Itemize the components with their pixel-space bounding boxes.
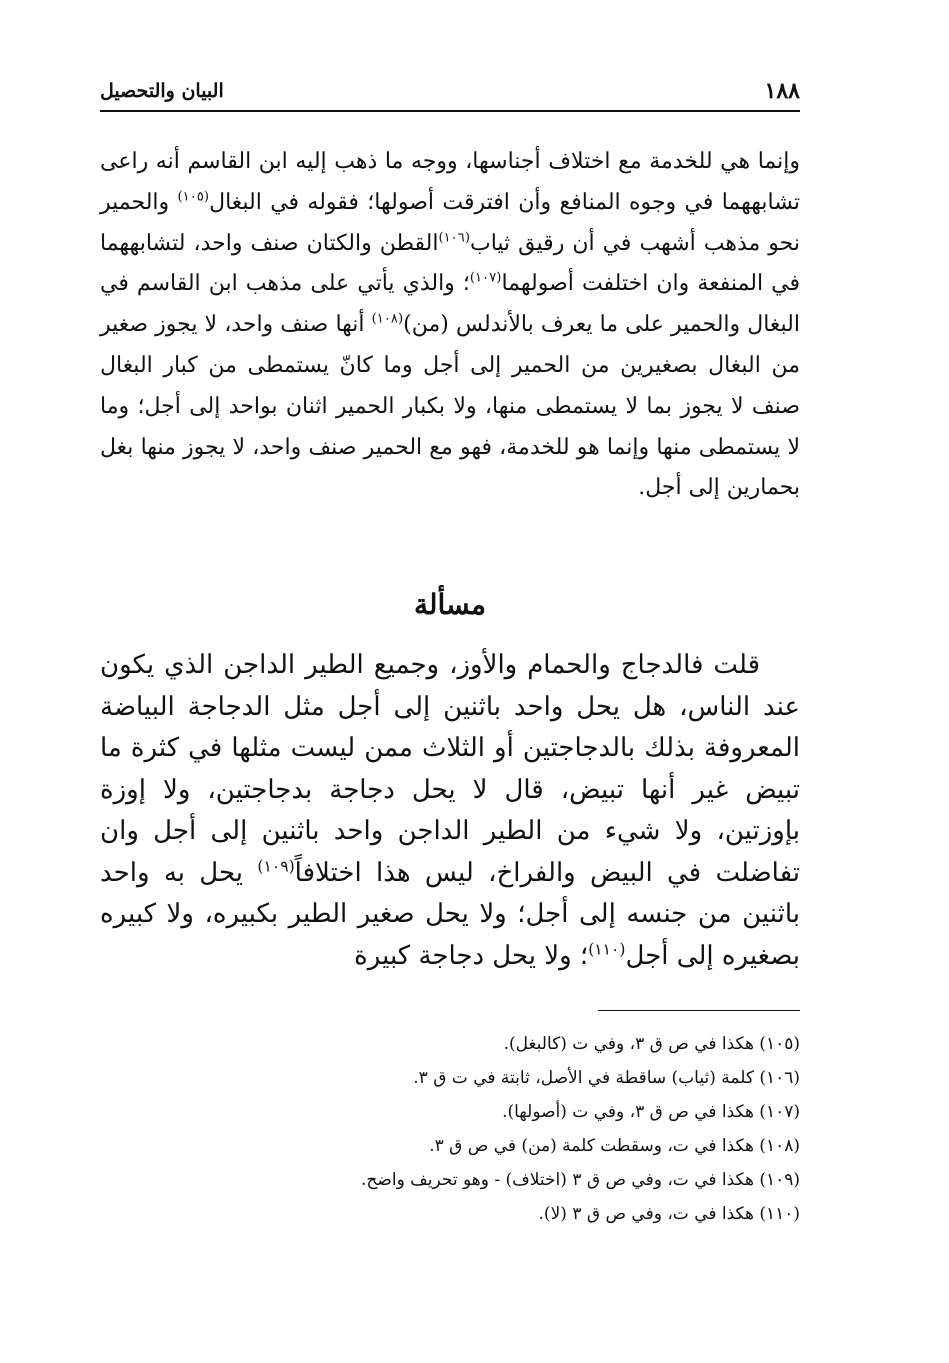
footnote-108: (١٠٨) هكذا في ت، وسقطت كلمة (من) في ص ق ٣. <box>429 1136 800 1156</box>
body-text-segment: يحل به واحد باثنين من جنسه إلى أجل؛ ولا يحل صغير الطير بكبيره، ولا كبيره بصغيره إلى أجل <box>100 857 800 971</box>
footnote-ref-107: (١٠٧) <box>469 271 502 287</box>
footnote-107: (١٠٧) هكذا في ص ق ٣، وفي ت (أصولها). <box>502 1102 800 1122</box>
section-title: مسألة <box>413 588 487 621</box>
body-text-segment: والحمير نحو مذهب أشهب في أن رقيق ثياب <box>100 189 800 256</box>
body-paragraph-2 <box>100 645 800 977</box>
body-text-segment: أنها صنف واحد، لا يجوز صغير من البغال بصغيرين من الحمير إلى أجل وما كانّ يستمطى من كبار البغال صنف لا يجوز بما لا يستمطى منها، ولا بكبار الحمير اثنان بواحد إلى أجل؛ وما لا يستمطى منها وإنما هو للخدمة، فهو مع الحمير صنف واحد، لا يجوز منها بغل بحمارين إلى أجل. <box>100 312 800 501</box>
page-number: ١٨٨ <box>764 78 800 104</box>
footnote-110: (١١٠) هكذا في ت، وفي ص ق ٣ (لا). <box>538 1204 800 1224</box>
footnote-ref-110: (١١٠) <box>588 939 626 958</box>
body-text-segment: القطن والكتان صنف واحد، لتشابههما في المنفعة وان اختلفت أصولهما <box>100 230 801 297</box>
running-title: البيان والتحصيل <box>100 80 224 102</box>
footnote-ref-109: (١٠٩) <box>257 856 295 875</box>
body-text-segment: ؛ والذي يأتي على مذهب ابن القاسم في البغال والحمير على ما يعرف بالأندلس (من) <box>100 271 800 338</box>
footnote-divider <box>598 1010 800 1011</box>
footnote-ref-105: (١٠٥) <box>177 189 210 205</box>
body-paragraph-1 <box>100 142 800 509</box>
footnote-ref-108: (١٠٨) <box>371 311 404 327</box>
page-header <box>100 78 800 112</box>
footnote-106: (١٠٦) كلمة (ثياب) ساقطة في الأصل، ثابتة في ت ق ٣. <box>413 1068 800 1088</box>
footnotes <box>100 1027 800 1231</box>
body-text-segment: قلت فالدجاج والحمام والأوز، وجميع الطير الداجن الذي يكون عند الناس، هل يحل واحد باثنين إلى أجل مثل الدجاجة البياضة المعروفة بذلك بالدجاجتين أو الثلاث ممن ليست مثلها في كثرة ما تبيض غير أنها تبيض، قال لا يحل دجاجة بدجاجتين، ولا إوزة بإوزتين، ولا شيء من الطير الداجن واحد باثنين إلى أجل وان تفاضلت في البيض والفراخ، ليس هذا اختلافاً <box>100 650 800 888</box>
footnote-109: (١٠٩) هكذا في ت، وفي ص ق ٣ (اختلاف) - وهو تحريف واضح. <box>361 1170 800 1190</box>
footnote-105: (١٠٥) هكذا في ص ق ٣، وفي ت (كالبغل). <box>503 1034 800 1054</box>
body-text-segment: ؛ ولا يحل دجاجة كبيرة <box>354 940 589 971</box>
body-text-segment: وإنما هي للخدمة مع اختلاف أجناسها، ووجه ما ذهب إليه ابن القاسم أنه راعى تشابههما في وجوه المنافع وأن افترقت أصولها؛ فقوله في البغال <box>100 149 801 215</box>
footnote-ref-106: (١٠٦) <box>438 230 470 246</box>
